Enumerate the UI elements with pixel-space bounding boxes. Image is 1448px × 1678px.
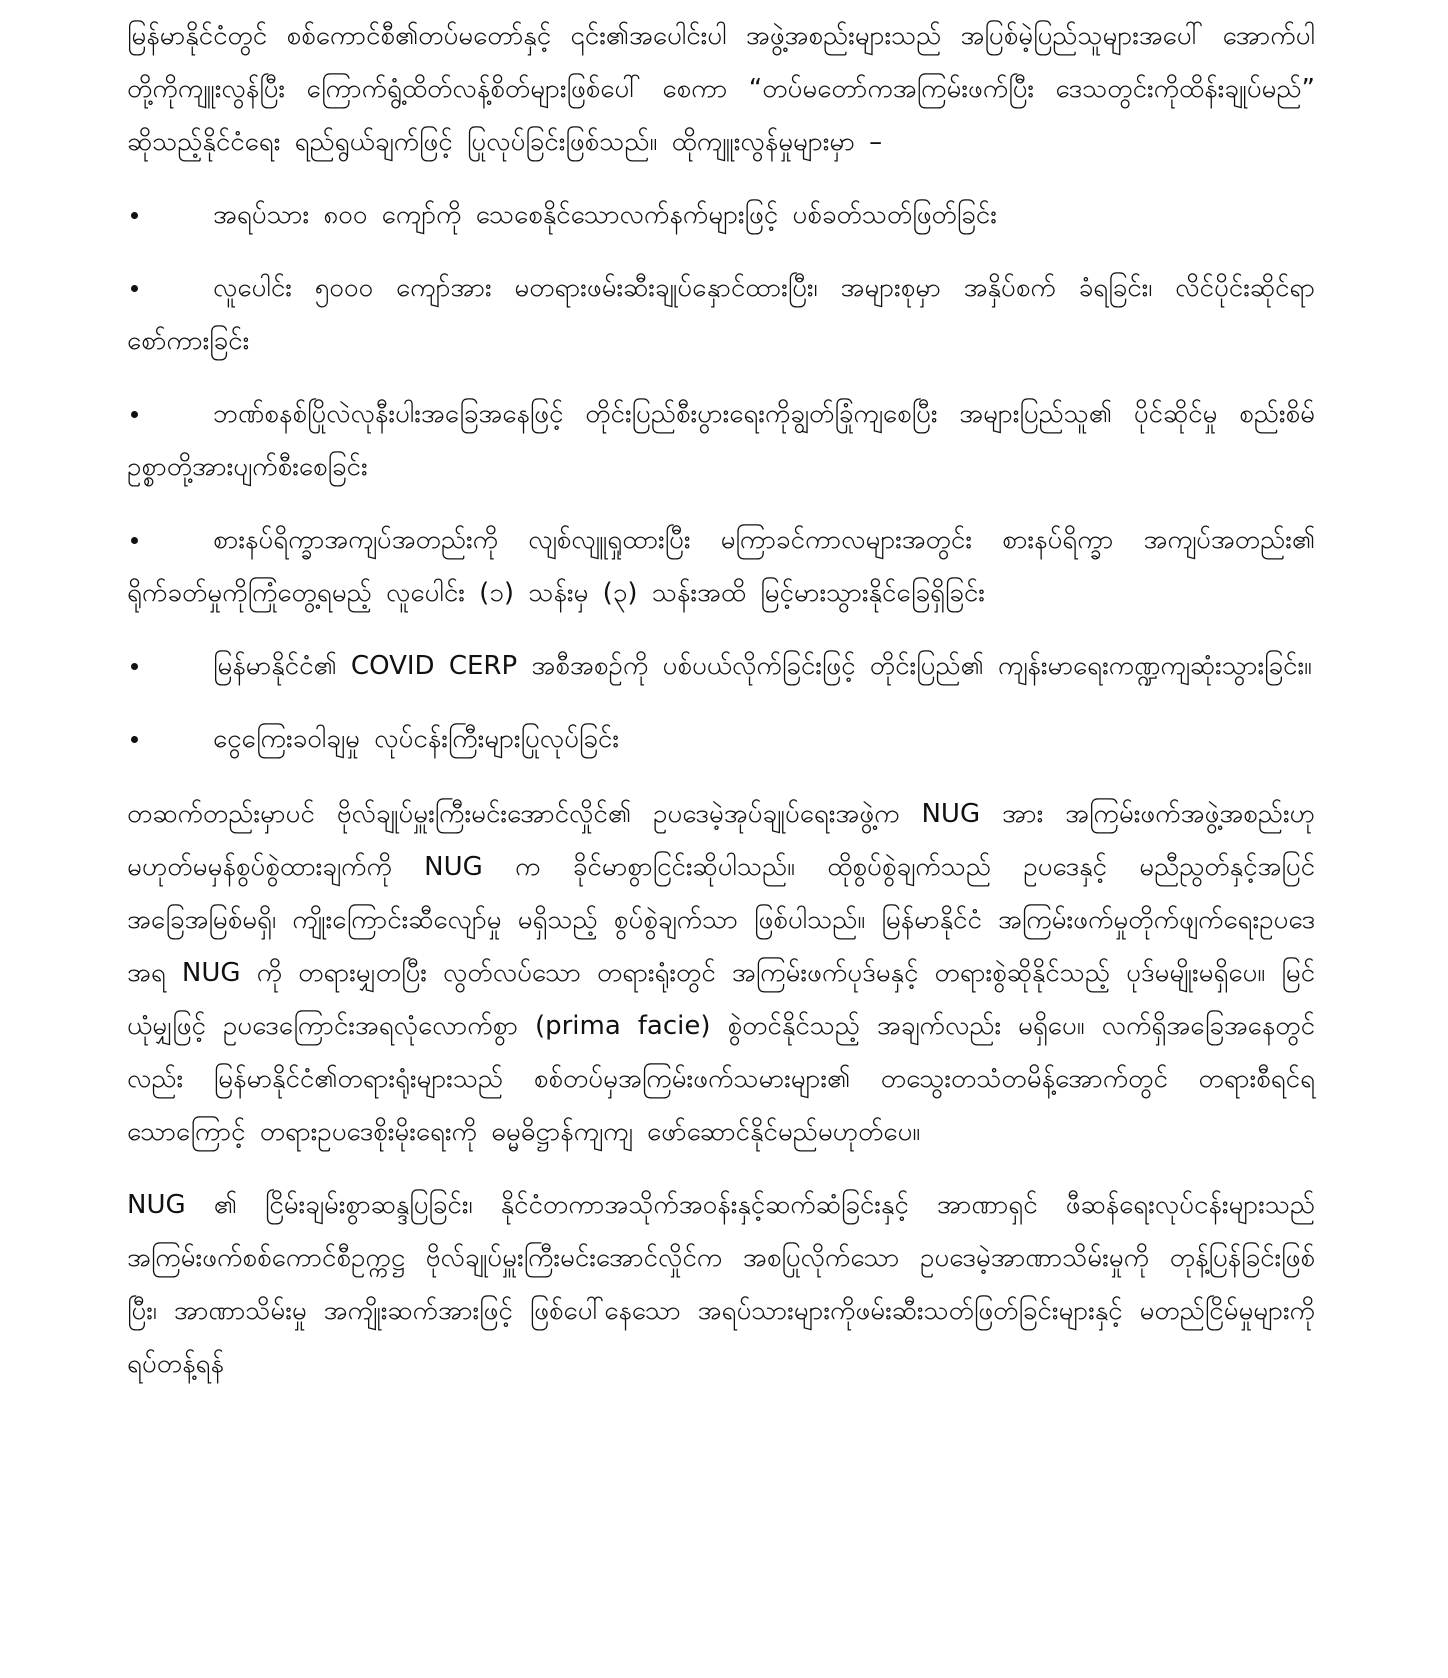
list-item-text: ဘဏ်စနစ်ပြိုလဲလုနီးပါးအခြေအနေဖြင့် တိုင်းပြည်စီးပွားရေးကိုချွတ်ခြုံကျစေပြီး အများပြည်သူ၏ ပိုင်ဆိုင်မှု စည်းစိမ်ဥစ္စာတို့အားပျက်စီးစေခြင်း (127, 399, 1315, 482)
list-item (127, 713, 1315, 766)
list-item (127, 640, 1315, 693)
bullet-dot-icon (131, 713, 141, 766)
body-paragraph-1: တဆက်တည်းမှာပင် ဗိုလ်ချုပ်မှူးကြီးမင်းအောင်လှိုင်၏ ဥပဒေမဲ့အုပ်ချုပ်ရေးအဖွဲ့က NUG အား အကြမ်းဖက်အဖွဲ့အစည်းဟု မဟုတ်မမှန်စွပ်စွဲထားချက်ကို NUG က ခိုင်မာစွာငြင်းဆိုပါသည်။ ထိုစွပ်စွဲချက်သည် ဥပဒေနှင့် မညီညွတ်နှင့်အပြင် အခြေအမြစ်မရှိ၊ ကျိုးကြောင်းဆီလျော်မှု မရှိသည့် စွပ်စွဲချက်သာ ဖြစ်ပါသည်။ မြန်မာနိုင်ငံ အကြမ်းဖက်မှုတိုက်ဖျက်ရေးဥပဒေအရ NUG ကို တရားမျှတပြီး လွတ်လပ်သော တရားရုံးတွင် အကြမ်းဖက်ပုဒ်မနှင့် တရားစွဲဆိုနိုင်သည့် ပုဒ်မမျိုးမရှိပေ။ မြင်ယုံမျှဖြင့် ဥပဒေကြောင်းအရလုံလောက်စွာ (prima facie) စွဲတင်နိုင်သည့် အချက်လည်း မရှိပေ။ လက်ရှိအခြေအနေတွင်လည်း မြန်မာနိုင်ငံ၏တရားရုံးများသည် စစ်တပ်မှအကြမ်းဖက်သမားများ၏ တသွေးတသံတမိန့်အောက်တွင် တရားစီရင်ရ သောကြောင့် တရားဥပဒေစိုးမိုးရေးကို ဓမ္မဓိဋ္ဌာန်ကျကျ ဖော်ဆောင်နိုင်မည်မဟုတ်ပေ။ (127, 799, 1315, 1147)
list-item (127, 262, 1315, 368)
list-item (127, 189, 1315, 242)
list-item-text: မြန်မာနိုင်ငံ၏ COVID CERP အစီအစဉ်ကို ပစ်ပယ်လိုက်ခြင်းဖြင့် တိုင်းပြည်၏ ကျန်းမာရေးကဏ္ဍကျဆုံးသွားခြင်း။ (213, 651, 1312, 681)
bullet-dot-icon (131, 514, 141, 567)
list-item (127, 388, 1315, 494)
bullet-dot-icon (131, 189, 141, 242)
list-item-text: စားနပ်ရိက္ခာအကျပ်အတည်းကို လျစ်လျူရှုထားပြီး မကြာခင်ကာလများအတွင်း စားနပ်ရိက္ခာ အကျပ်အတည်း၏ ရိုက်ခတ်မှုကိုကြုံတွေ့ရမည့် လူပေါင်း (၁) သန်းမှ (၃) သန်းအထိ မြင့်မားသွားနိုင်ခြေရှိခြင်း (127, 525, 1315, 608)
list-item-text: ငွေကြေးခဝါချမှု လုပ်ငန်းကြီးများပြုလုပ်ခြင်း (213, 724, 619, 754)
bullet-dot-icon (131, 640, 141, 693)
intro-paragraph: မြန်မာနိုင်ငံတွင် စစ်ကောင်စီ၏တပ်မတော်နှင့် ၎င်း၏အပေါင်းပါ အဖွဲ့အစည်းများသည် အပြစ်မဲ့ပြည်သူများအပေါ် အောက်ပါတို့ကိုကျူးလွန်ပြီး ကြောက်ရွံ့ထိတ်လန့်စိတ်များဖြစ်ပေါ် စေကာ “တပ်မတော်ကအကြမ်းဖက်ပြီး ဒေသတွင်းကိုထိန်းချုပ်မည်” ဆိုသည့်နိုင်ငံရေး ရည်ရွယ်ချက်ဖြင့် ပြုလုပ်ခြင်းဖြစ်သည်။ ထိုကျူးလွန်မှုများမှာ – (127, 21, 1315, 157)
bullet-dot-icon (131, 262, 141, 315)
bullet-dot-icon (131, 388, 141, 441)
list-item (127, 514, 1315, 620)
list-item-text: လူပေါင်း ၅၀၀၀ ကျော်အား မတရားဖမ်းဆီးချုပ်နှောင်ထားပြီး၊ အများစုမှာ အနှိပ်စက် ခံရခြင်း၊ လိင်ပိုင်းဆိုင်ရာစော်ကားခြင်း (127, 273, 1315, 356)
list-item-text: အရပ်သား ၈၀၀ ကျော်ကို သေစေနိုင်သောလက်နက်များဖြင့် ပစ်ခတ်သတ်ဖြတ်ခြင်း (213, 200, 997, 230)
bullet-list (127, 189, 1315, 766)
body-paragraph-2: NUG ၏ ငြိမ်းချမ်းစွာဆန္ဒပြခြင်း၊ နိုင်ငံတကာအသိုက်အဝန်းနှင့်ဆက်ဆံခြင်းနှင့် အာဏာရှင် ဖီဆန်ရေးလုပ်ငန်းများသည် အကြမ်းဖက်စစ်ကောင်စီဥက္ကဋ္ဌ ဗိုလ်ချုပ်မှူးကြီးမင်းအောင်လှိုင်က အစပြုလိုက်သော ဥပဒေမဲ့အာဏာသိမ်းမှုကို တုန့်ပြန်ခြင်းဖြစ်ပြီး၊ အာဏာသိမ်းမှု အကျိုးဆက်အားဖြင့် ဖြစ်ပေါ်နေသော အရပ်သားများကိုဖမ်းဆီးသတ်ဖြတ်ခြင်းများနှင့် မတည်ငြိမ်မှုများကို ရပ်တန့်ရန် (127, 1190, 1315, 1379)
